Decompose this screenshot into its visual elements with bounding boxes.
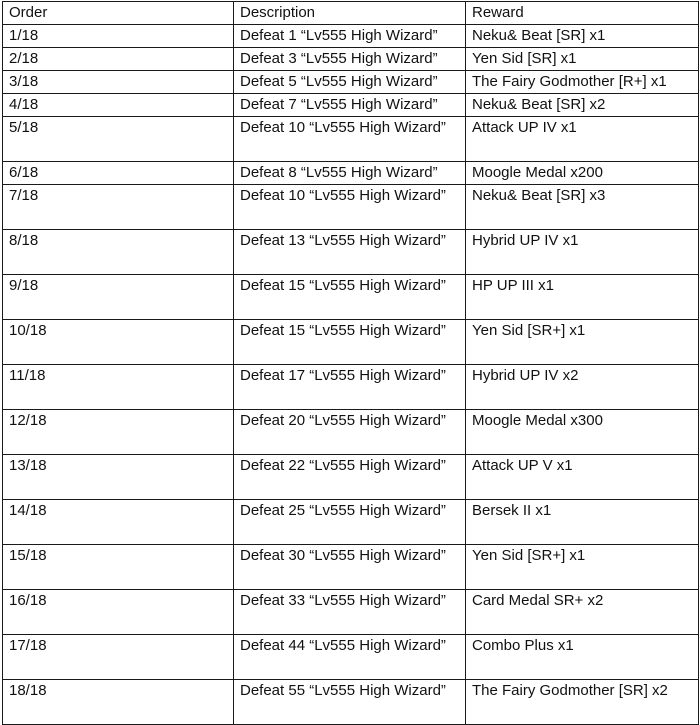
table-row [3, 230, 699, 275]
order-cell: 8/18 [3, 230, 234, 275]
reward-cell: Card Medal SR+ x2 [466, 590, 699, 635]
order-cell: 4/18 [3, 94, 234, 117]
reward-cell: Hybrid UP IV x2 [466, 365, 699, 410]
description-cell: Defeat 3 “Lv555 High Wizard” [234, 48, 466, 71]
reward-cell: Neku& Beat [SR] x3 [466, 185, 699, 230]
order-cell: 7/18 [3, 185, 234, 230]
reward-cell: HP UP III x1 [466, 275, 699, 320]
header-order: Order [3, 2, 234, 25]
table-row [3, 162, 699, 185]
order-cell: 17/18 [3, 635, 234, 680]
table-row [3, 680, 699, 725]
mission-reward-table [2, 1, 699, 725]
order-cell: 6/18 [3, 162, 234, 185]
reward-cell: Yen Sid [SR+] x1 [466, 320, 699, 365]
order-cell: 3/18 [3, 71, 234, 94]
reward-cell: Hybrid UP IV x1 [466, 230, 699, 275]
table-row [3, 25, 699, 48]
order-cell: 14/18 [3, 500, 234, 545]
reward-cell: Attack UP IV x1 [466, 117, 699, 162]
table-row [3, 500, 699, 545]
description-cell: Defeat 15 “Lv555 High Wizard” [234, 275, 466, 320]
description-cell: Defeat 10 “Lv555 High Wizard” [234, 117, 466, 162]
table-row [3, 117, 699, 162]
table-row [3, 48, 699, 71]
order-cell: 18/18 [3, 680, 234, 725]
table-row [3, 545, 699, 590]
description-cell: Defeat 33 “Lv555 High Wizard” [234, 590, 466, 635]
order-cell: 16/18 [3, 590, 234, 635]
table-header-row [3, 2, 699, 25]
order-cell: 9/18 [3, 275, 234, 320]
table-row [3, 320, 699, 365]
description-cell: Defeat 15 “Lv555 High Wizard” [234, 320, 466, 365]
reward-cell: Combo Plus x1 [466, 635, 699, 680]
table-row [3, 455, 699, 500]
description-cell: Defeat 22 “Lv555 High Wizard” [234, 455, 466, 500]
order-cell: 5/18 [3, 117, 234, 162]
description-cell: Defeat 30 “Lv555 High Wizard” [234, 545, 466, 590]
description-cell: Defeat 25 “Lv555 High Wizard” [234, 500, 466, 545]
description-cell: Defeat 10 “Lv555 High Wizard” [234, 185, 466, 230]
reward-cell: The Fairy Godmother [R+] x1 [466, 71, 699, 94]
order-cell: 1/18 [3, 25, 234, 48]
reward-cell: Neku& Beat [SR] x2 [466, 94, 699, 117]
description-cell: Defeat 55 “Lv555 High Wizard” [234, 680, 466, 725]
table-row [3, 635, 699, 680]
order-cell: 15/18 [3, 545, 234, 590]
reward-cell: Moogle Medal x300 [466, 410, 699, 455]
description-cell: Defeat 1 “Lv555 High Wizard” [234, 25, 466, 48]
reward-cell: Attack UP V x1 [466, 455, 699, 500]
reward-cell: Neku& Beat [SR] x1 [466, 25, 699, 48]
table-row [3, 410, 699, 455]
order-cell: 10/18 [3, 320, 234, 365]
description-cell: Defeat 17 “Lv555 High Wizard” [234, 365, 466, 410]
table-row [3, 275, 699, 320]
table-row [3, 94, 699, 117]
header-description: Description [234, 2, 466, 25]
description-cell: Defeat 8 “Lv555 High Wizard” [234, 162, 466, 185]
table-row [3, 71, 699, 94]
table-row [3, 590, 699, 635]
reward-cell: Yen Sid [SR+] x1 [466, 545, 699, 590]
order-cell: 2/18 [3, 48, 234, 71]
reward-cell: The Fairy Godmother [SR] x2 [466, 680, 699, 725]
order-cell: 13/18 [3, 455, 234, 500]
order-cell: 11/18 [3, 365, 234, 410]
table-body [3, 25, 699, 725]
description-cell: Defeat 44 “Lv555 High Wizard” [234, 635, 466, 680]
order-cell: 12/18 [3, 410, 234, 455]
description-cell: Defeat 5 “Lv555 High Wizard” [234, 71, 466, 94]
reward-cell: Bersek II x1 [466, 500, 699, 545]
reward-cell: Yen Sid [SR] x1 [466, 48, 699, 71]
header-reward: Reward [466, 2, 699, 25]
description-cell: Defeat 13 “Lv555 High Wizard” [234, 230, 466, 275]
description-cell: Defeat 7 “Lv555 High Wizard” [234, 94, 466, 117]
description-cell: Defeat 20 “Lv555 High Wizard” [234, 410, 466, 455]
table-row [3, 185, 699, 230]
table-row [3, 365, 699, 410]
reward-cell: Moogle Medal x200 [466, 162, 699, 185]
